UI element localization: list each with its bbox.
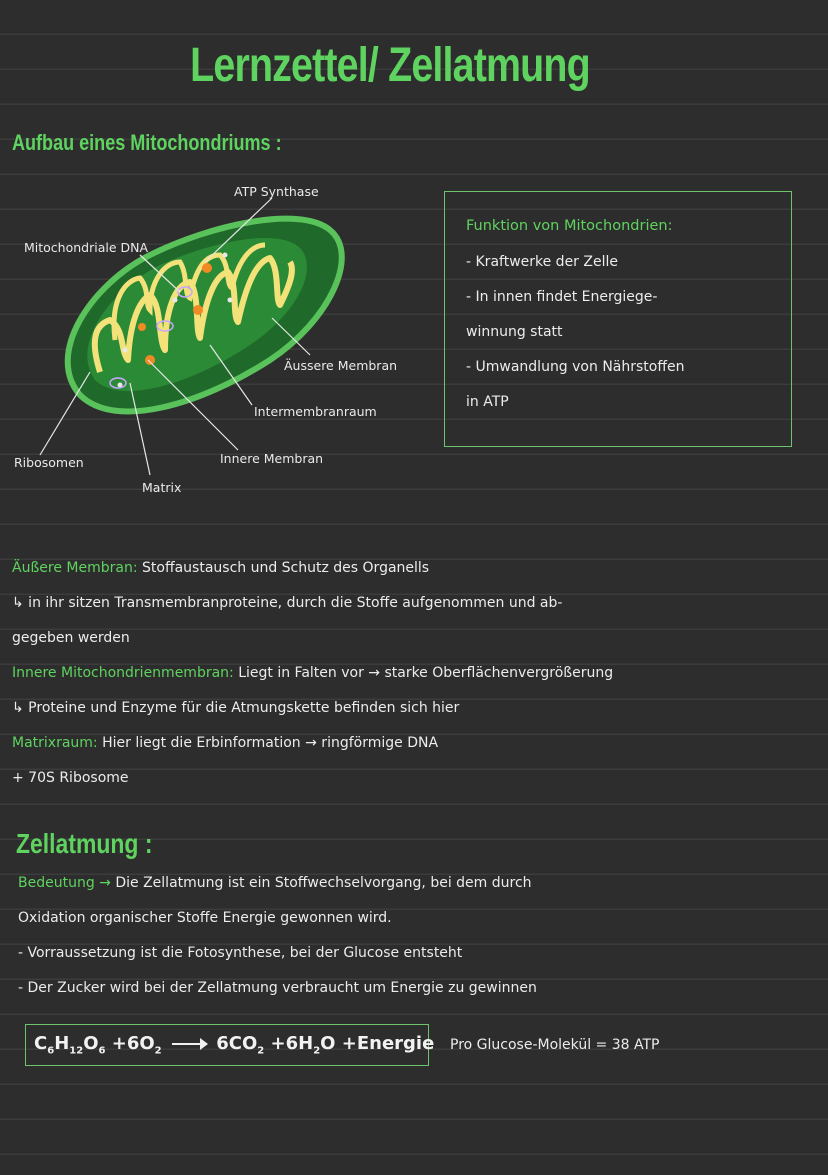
function-line-5: in ATP	[466, 394, 509, 410]
meaning-term: Bedeutung →	[18, 875, 111, 891]
label-inner-membrane: Innere Membran	[220, 451, 324, 466]
function-line-1: - Kraftwerke der Zelle	[466, 254, 618, 270]
equation: $C_6H_{12}O_6 +6O_2$ $6CO_2 +6H_2O$ +Energie	[34, 1033, 435, 1057]
outer-membrane-term: Äußere Membran:	[12, 560, 138, 576]
label-atp-synthase: ATP Synthase	[234, 184, 319, 199]
outer-membrane-sub-1: ↳ in ihr sitzen Transmembranproteine, durch die Stoffe aufgenommen und ab-	[12, 595, 563, 611]
matrix-line	[12, 735, 438, 751]
atp-note: Pro Glucose-Molekül = 38 ATP	[450, 1037, 660, 1053]
page-title: Lernzettel/ Zellatmung	[190, 39, 590, 92]
label-matrix: Matrix	[142, 480, 182, 495]
label-intermembrane: Intermembranraum	[254, 404, 377, 419]
section-heading-structure: Aufbau eines Mitochondriums :	[12, 130, 282, 155]
inner-membrane-sub: ↳ Proteine und Enzyme für die Atmungskette befinden sich hier	[12, 700, 460, 716]
inner-membrane-text: Liegt in Falten vor → starke Oberflächenvergrößerung	[238, 665, 614, 681]
meaning-text: Die Zellatmung ist ein Stoffwechselvorgang, bei dem durch	[115, 875, 532, 891]
section-heading-cell-respiration: Zellatmung :	[16, 828, 153, 859]
function-line-4: - Umwandlung von Nährstoffen	[466, 359, 685, 375]
outer-membrane-text: Stoffaustausch und Schutz des Organells	[142, 560, 430, 576]
function-line-2: - In innen findet Energiege-	[466, 289, 658, 305]
inner-membrane-line	[12, 665, 613, 681]
function-heading: Funktion von Mitochondrien:	[466, 218, 673, 234]
outer-membrane-line	[12, 560, 429, 576]
function-line-3: winnung statt	[466, 324, 563, 340]
bullet-1: - Vorraussetzung ist die Fotosynthese, bei der Glucose entsteht	[18, 945, 463, 961]
matrix-term: Matrixraum:	[12, 735, 98, 751]
meaning-line	[18, 875, 532, 891]
label-dna: Mitochondriale DNA	[24, 240, 149, 255]
meaning-text-2: Oxidation organischer Stoffe Energie gewonnen wird.	[18, 910, 392, 926]
label-ribosomes: Ribosomen	[14, 455, 84, 470]
inner-membrane-term: Innere Mitochondrienmembran:	[12, 665, 234, 681]
matrix-text: Hier liegt die Erbinformation → ringförmige DNA	[102, 735, 439, 751]
outer-membrane-sub-2: gegeben werden	[12, 630, 130, 646]
matrix-sub: + 70S Ribosome	[12, 770, 129, 786]
arrow-icon	[172, 1043, 206, 1045]
label-outer-membrane: Äussere Membran	[284, 358, 398, 373]
bullet-2: - Der Zucker wird bei der Zellatmung verbraucht um Energie zu gewinnen	[18, 980, 537, 996]
